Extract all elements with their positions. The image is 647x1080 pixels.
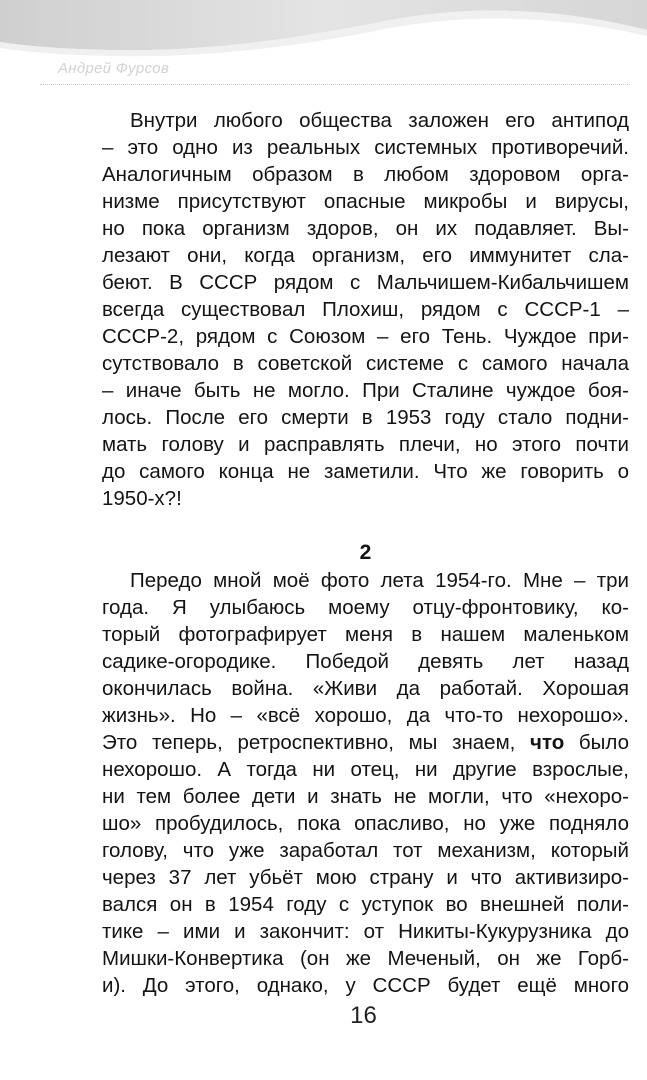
text-line	[102, 729, 629, 756]
text-line: Передо мной моё фото лета 1954-го. Мне – три	[130, 569, 629, 592]
text-line: лезают они, когда организм, его иммунитет сла-	[102, 244, 629, 267]
section-1-paragraph	[102, 107, 629, 512]
body-text	[102, 107, 629, 999]
section-number: 2	[359, 541, 372, 564]
text-line: и). До этого, однако, у СССР будет ещё много	[102, 974, 629, 997]
running-head-author: Андрей Фурсов	[58, 60, 170, 77]
text-line: всегда существовал Плохиш, рядом с СССР-1 –	[102, 298, 629, 321]
text-line: жизнь». Но – «всё хорошо, да что-то нехорошо».	[102, 704, 629, 727]
text-line: Аналогичным образом в любом здоровом орга-	[102, 163, 629, 186]
text-line: сутствовало в советской системе с самого начала	[102, 352, 629, 375]
text-line: тике – ими и закончит: от Никиты-Кукурузника до	[102, 920, 629, 943]
text-line: садике-огородике. Победой девять лет назад	[102, 650, 629, 673]
text-line: – это одно из реальных системных противоречий.	[102, 136, 629, 159]
text-line: мать голову и расправлять плечи, но этого почти	[102, 433, 629, 456]
section-2-paragraph	[102, 567, 629, 999]
text-line: беют. В СССР рядом с Мальчишем-Кибальчишем	[102, 271, 629, 294]
text-line: СССР-2, рядом с Союзом – его Тень. Чуждое при-	[102, 325, 629, 348]
text-line: но пока организм здоров, он их подавляет. Вы-	[102, 217, 629, 240]
emphasis-word: что	[530, 731, 565, 754]
header-divider	[40, 84, 630, 85]
text-line: Внутри любого общества заложен его антипод	[130, 109, 629, 132]
text-run: Это теперь, ретроспективно, мы знаем,	[102, 731, 531, 754]
text-line: вался он в 1954 году с уступок во внешней поли-	[102, 893, 629, 916]
text-run: было	[564, 731, 629, 754]
text-line: ни тем более дети и знать не могли, что «нехоро-	[102, 785, 629, 808]
text-line: лось. После его смерти в 1953 году стало подни-	[102, 406, 629, 429]
text-line: шо» пробудилось, пока опасливо, но уже подняло	[102, 812, 629, 835]
text-line: – иначе быть не могло. При Сталине чуждое боя-	[102, 379, 629, 402]
text-line: торый фотографирует меня в нашем маленьком	[102, 623, 629, 646]
page-number: 16	[350, 1002, 377, 1029]
text-line: голову, что уже заработал тот механизм, который	[102, 839, 629, 862]
text-line: 1950-х?!	[102, 487, 182, 510]
text-line: через 37 лет убьёт мою страну и что активизиро-	[102, 866, 629, 889]
text-line: низме присутствуют опасные микробы и вирусы,	[102, 190, 629, 213]
text-line	[102, 945, 629, 972]
text-run: Мишки-Конвертика (он же Меченый, он же Горб-	[102, 947, 629, 970]
text-line: до самого конца не заметили. Что же говорить о	[102, 460, 629, 483]
text-line: окончилась война. «Живи да работай. Хорошая	[102, 677, 629, 700]
text-line: нехорошо. А тогда ни отец, ни другие взрослые,	[102, 758, 629, 781]
text-line: года. Я улыбаюсь моему отцу-фронтовику, ко-	[102, 596, 629, 619]
